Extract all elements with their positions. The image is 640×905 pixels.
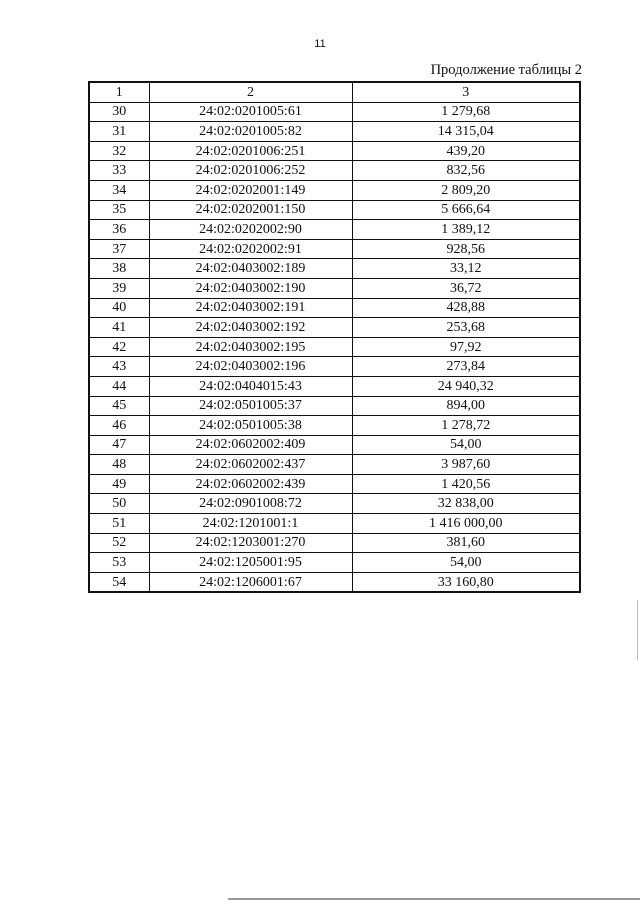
value-cell: 14 315,04 [352,122,580,142]
value-cell: 36,72 [352,278,580,298]
table-row [89,494,580,514]
value-cell: 97,92 [352,337,580,357]
row-number-cell: 53 [89,553,149,573]
cadastral-number-cell: 24:02:0501005:38 [149,416,352,436]
row-number-cell: 51 [89,514,149,534]
value-cell: 894,00 [352,396,580,416]
row-number-cell: 42 [89,337,149,357]
value-cell: 928,56 [352,239,580,259]
cadastral-number-cell: 24:02:0403002:196 [149,357,352,377]
row-number-cell: 37 [89,239,149,259]
table-row [89,220,580,240]
value-cell: 1 278,72 [352,416,580,436]
row-number-cell: 49 [89,474,149,494]
table-row [89,180,580,200]
column-header-2: 2 [149,82,352,102]
table-row [89,278,580,298]
table-row [89,161,580,181]
cadastral-number-cell: 24:02:0901008:72 [149,494,352,514]
cadastral-number-cell: 24:02:0201005:61 [149,102,352,122]
value-cell: 33 160,80 [352,572,580,592]
table-row [89,514,580,534]
cadastral-number-cell: 24:02:1203001:270 [149,533,352,553]
row-number-cell: 30 [89,102,149,122]
value-cell: 832,56 [352,161,580,181]
cadastral-number-cell: 24:02:1205001:95 [149,553,352,573]
cadastral-number-cell: 24:02:0501005:37 [149,396,352,416]
table-row [89,474,580,494]
data-table [88,81,581,593]
cadastral-number-cell: 24:02:0404015:43 [149,376,352,396]
value-cell: 32 838,00 [352,494,580,514]
cadastral-number-cell: 24:02:0403002:192 [149,318,352,338]
row-number-cell: 54 [89,572,149,592]
table-row [89,102,580,122]
column-header-3: 3 [352,82,580,102]
row-number-cell: 48 [89,455,149,475]
cadastral-number-cell: 24:02:0202002:90 [149,220,352,240]
table-row [89,141,580,161]
page-number: 11 [314,38,326,50]
row-number-cell: 39 [89,278,149,298]
value-cell: 24 940,32 [352,376,580,396]
value-cell: 1 279,68 [352,102,580,122]
row-number-cell: 35 [89,200,149,220]
table-row [89,435,580,455]
cadastral-number-cell: 24:02:0403002:189 [149,259,352,279]
row-number-cell: 45 [89,396,149,416]
cadastral-number-cell: 24:02:0403002:191 [149,298,352,318]
row-number-cell: 44 [89,376,149,396]
row-number-cell: 33 [89,161,149,181]
row-number-cell: 40 [89,298,149,318]
table-header-row [89,82,580,102]
cadastral-number-cell: 24:02:1201001:1 [149,514,352,534]
table-row [89,396,580,416]
table-row [89,572,580,592]
column-header-1: 1 [89,82,149,102]
value-cell: 33,12 [352,259,580,279]
row-number-cell: 38 [89,259,149,279]
cadastral-number-cell: 24:02:1206001:67 [149,572,352,592]
cadastral-number-cell: 24:02:0202001:150 [149,200,352,220]
row-number-cell: 43 [89,357,149,377]
cadastral-number-cell: 24:02:0202002:91 [149,239,352,259]
value-cell: 439,20 [352,141,580,161]
table-continuation-label: Продолжение таблицы 2 [430,62,582,78]
table-row [89,416,580,436]
cadastral-number-cell: 24:02:0602002:439 [149,474,352,494]
row-number-cell: 34 [89,180,149,200]
value-cell: 273,84 [352,357,580,377]
cadastral-number-cell: 24:02:0202001:149 [149,180,352,200]
value-cell: 1 416 000,00 [352,514,580,534]
cadastral-number-cell: 24:02:0403002:195 [149,337,352,357]
value-cell: 253,68 [352,318,580,338]
row-number-cell: 32 [89,141,149,161]
table-row [89,318,580,338]
cadastral-number-cell: 24:02:0602002:409 [149,435,352,455]
cadastral-number-cell: 24:02:0602002:437 [149,455,352,475]
cadastral-number-cell: 24:02:0201006:252 [149,161,352,181]
value-cell: 428,88 [352,298,580,318]
table-row [89,200,580,220]
value-cell: 3 987,60 [352,455,580,475]
row-number-cell: 31 [89,122,149,142]
row-number-cell: 47 [89,435,149,455]
row-number-cell: 41 [89,318,149,338]
table-row [89,337,580,357]
cadastral-number-cell: 24:02:0201006:251 [149,141,352,161]
row-number-cell: 46 [89,416,149,436]
value-cell: 54,00 [352,435,580,455]
cadastral-number-cell: 24:02:0201005:82 [149,122,352,142]
table-row [89,553,580,573]
table-row [89,239,580,259]
value-cell: 1 420,56 [352,474,580,494]
row-number-cell: 52 [89,533,149,553]
row-number-cell: 50 [89,494,149,514]
cadastral-number-cell: 24:02:0403002:190 [149,278,352,298]
table-row [89,259,580,279]
value-cell: 54,00 [352,553,580,573]
value-cell: 381,60 [352,533,580,553]
table-row [89,122,580,142]
value-cell: 5 666,64 [352,200,580,220]
scan-edge-mark [637,600,638,660]
table-row [89,455,580,475]
table-body [89,82,580,592]
row-number-cell: 36 [89,220,149,240]
value-cell: 1 389,12 [352,220,580,240]
scan-edge-line [228,898,640,900]
value-cell: 2 809,20 [352,180,580,200]
table-row [89,298,580,318]
table-row [89,357,580,377]
table-row [89,533,580,553]
table-row [89,376,580,396]
